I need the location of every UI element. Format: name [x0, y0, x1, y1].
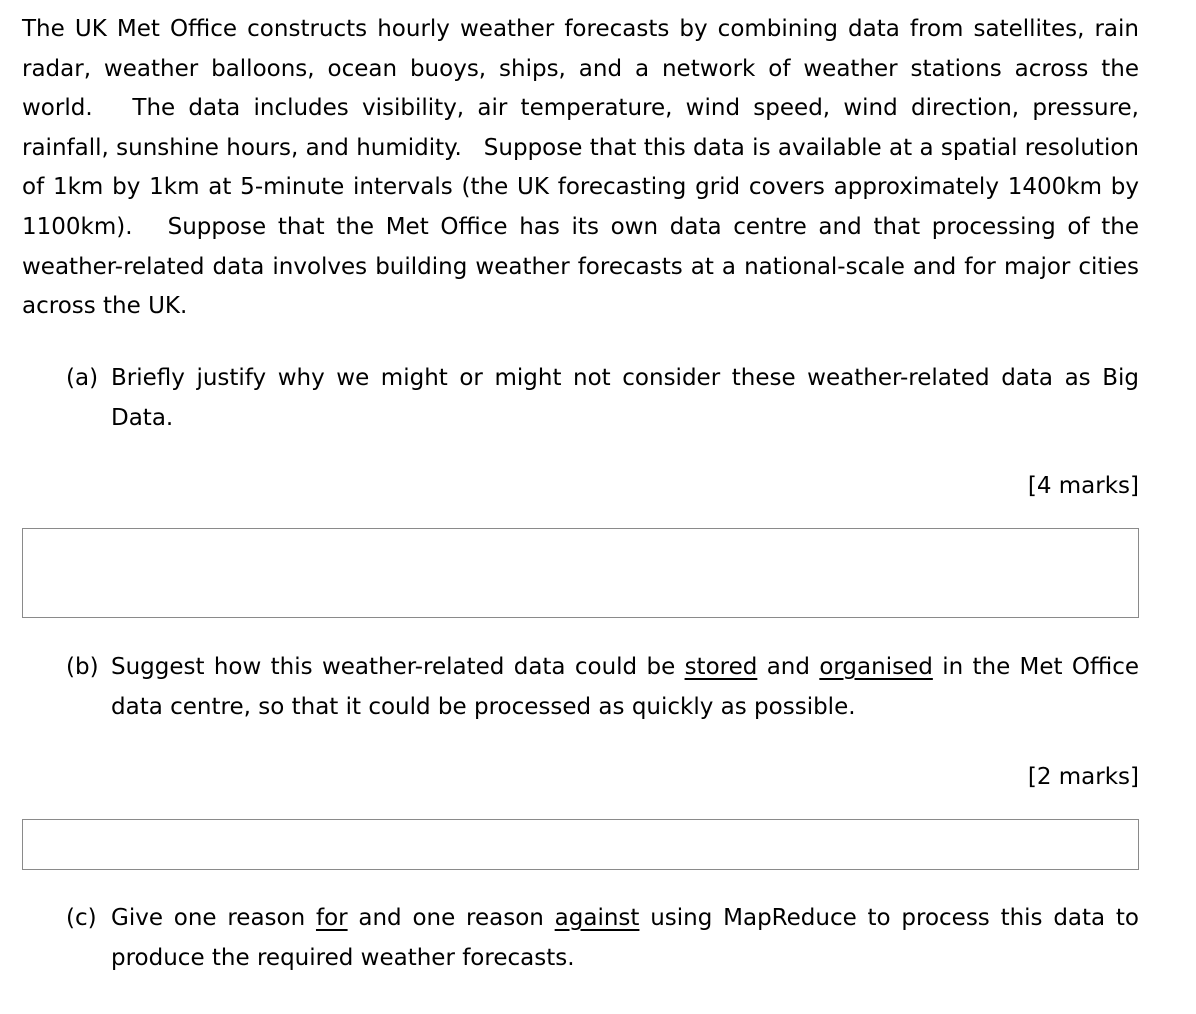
intro-paragraph: [22, 10, 1139, 327]
question-c-text-3: using MapReduce to process this data to produce the required weather forecasts.: [111, 904, 1140, 971]
question-c-text-2: and one reason: [358, 904, 544, 931]
question-c-for: for: [315, 904, 348, 931]
intro-sentence-1: The UK Met Office constructs hourly weather forecasts by combining data from satellites, rain radar, weather balloons, ocean buoys, ships, and a network of weather stations across the world.: [22, 16, 1139, 122]
intro-sentence-4: Suppose that the Met Office has its own data centre and that processing of the weather-related data involves building weather forecasts at a national-scale and for major cities across the UK.: [22, 213, 1140, 320]
question-c-against: against: [554, 904, 640, 931]
question-c-text-1: Give one reason: [111, 904, 306, 931]
question-b-organised: organised: [819, 653, 933, 680]
answer-box-a[interactable]: [22, 528, 1139, 618]
question-b-text-2: and: [766, 653, 810, 680]
question-a-marks: [4 marks]: [1027, 472, 1139, 499]
question-a-text: Briefly justify why we might or might not consider these weather-related data as Big Data.: [111, 364, 1139, 431]
intro-sentence-3: Suppose that this data is available at a spatial resolution of 1km by 1km at 5-minute intervals (the UK forecasting grid covers approximately 1400km by 1100km).: [22, 134, 1139, 240]
question-b-text-3: in the Met Office data centre, so that it could be processed as quickly as possible.: [111, 653, 1140, 720]
question-a-label: (a): [66, 364, 99, 391]
question-b: [66, 647, 1139, 727]
question-b-label: (b): [66, 653, 99, 680]
intro-sentence-2: The data includes visibility, air temperature, wind speed, wind direction, pressure, rainfall, sunshine hours, and humidity.: [22, 95, 1139, 161]
question-b-text-1: Suggest how this weather-related data could be: [111, 653, 676, 680]
question-b-stored: stored: [684, 653, 758, 680]
question-c: [66, 898, 1139, 978]
exam-page: [22, 10, 1139, 978]
answer-box-b[interactable]: [22, 819, 1139, 870]
question-c-label: (c): [66, 904, 97, 931]
question-b-marks: [2 marks]: [1027, 763, 1139, 790]
question-a: [66, 358, 1139, 438]
